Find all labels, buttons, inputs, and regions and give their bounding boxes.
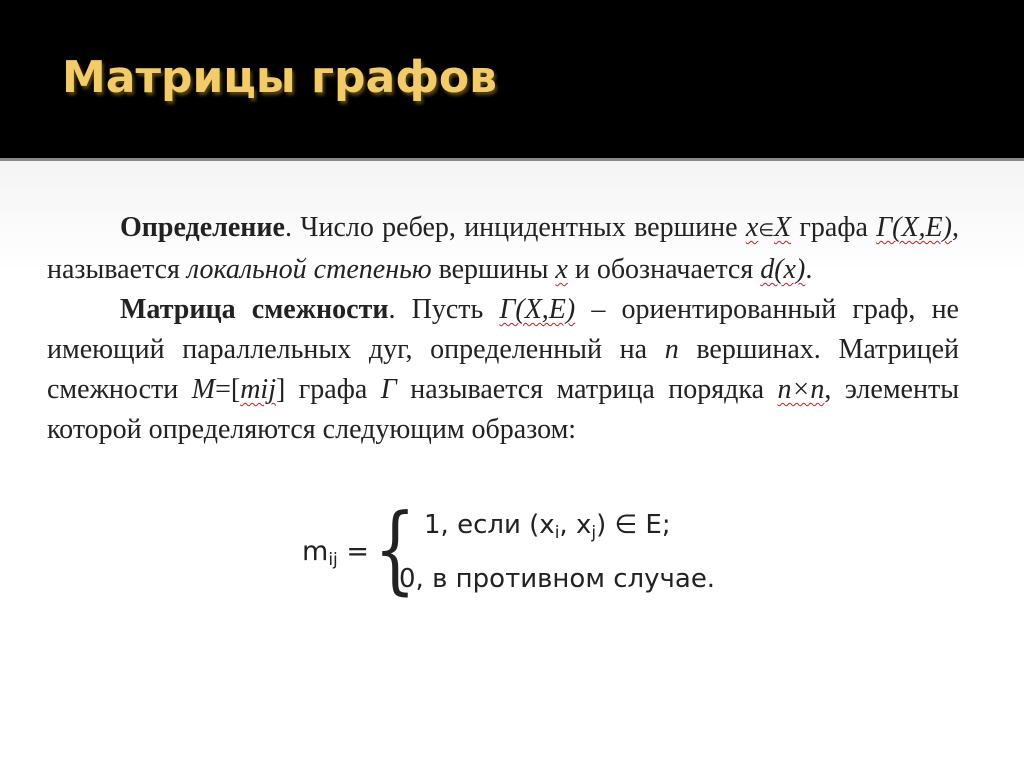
adjacency-text: – ориентированный граф, не имеющий параллельных дуг, определенный на bbox=[47, 294, 959, 365]
vertex-x: x bbox=[745, 212, 759, 243]
order-symbol: n×n bbox=[777, 374, 825, 405]
definition-text: и обозначается bbox=[567, 254, 761, 285]
graph-symbol: Г bbox=[380, 374, 397, 405]
formula-equals: = bbox=[337, 536, 369, 567]
defined-term: локальной степенью bbox=[186, 254, 432, 285]
vertex-set: X bbox=[774, 212, 792, 243]
case-1-subscript: j bbox=[591, 523, 597, 543]
definition-paragraph bbox=[47, 208, 959, 290]
formula-case-1 bbox=[424, 510, 671, 543]
formula-subscript: ij bbox=[328, 550, 338, 570]
definition-text: . Число ребер, инцидентных вершине bbox=[284, 212, 746, 243]
case-1-subscript: i bbox=[554, 523, 560, 543]
adjacency-text: вершинах. Матрицей смежности bbox=[47, 334, 960, 405]
matrix-element-symbol: mij bbox=[240, 374, 276, 405]
formula-m: m bbox=[302, 536, 329, 567]
adjacency-paragraph bbox=[47, 290, 959, 450]
definition-text: , называется bbox=[47, 212, 959, 285]
graph-symbol: Г(X,E) bbox=[499, 294, 576, 325]
document-text bbox=[47, 208, 959, 450]
graph-symbol: Г(X,E) bbox=[876, 212, 952, 243]
adjacency-text: называется матрица порядка bbox=[396, 374, 778, 405]
adjacency-text: . Пусть bbox=[388, 294, 500, 325]
title-bar bbox=[0, 0, 1024, 158]
vertex-x: x bbox=[555, 254, 568, 285]
formula-case-2: 0, в противном случае. bbox=[399, 564, 716, 594]
slide-title: Матрицы графов bbox=[62, 52, 497, 103]
n-symbol: n bbox=[664, 334, 679, 365]
degree-symbol: d(x) bbox=[760, 254, 806, 285]
case-1-text: ) ∈ E; bbox=[596, 510, 671, 540]
adjacency-text: графа bbox=[285, 374, 381, 405]
adjacency-text: , элементы которой определяются следующим образом: bbox=[47, 374, 960, 445]
definition-text: вершины bbox=[431, 254, 556, 285]
adjacency-text: ] bbox=[275, 374, 286, 405]
case-1-text: 1, если (x bbox=[424, 510, 555, 540]
definition-text: . bbox=[805, 254, 813, 285]
matrix-symbol: M bbox=[191, 374, 216, 405]
definition-text: графа bbox=[791, 212, 877, 243]
formula-brace: { bbox=[374, 493, 416, 605]
case-1-text: , x bbox=[559, 510, 592, 540]
formula-lhs bbox=[302, 536, 369, 570]
definition-lead: Определение bbox=[120, 212, 285, 243]
adjacency-lead: Матрица смежности bbox=[120, 294, 389, 325]
adjacency-text: =[ bbox=[215, 374, 241, 405]
element-of-symbol: ∈ bbox=[758, 220, 774, 240]
